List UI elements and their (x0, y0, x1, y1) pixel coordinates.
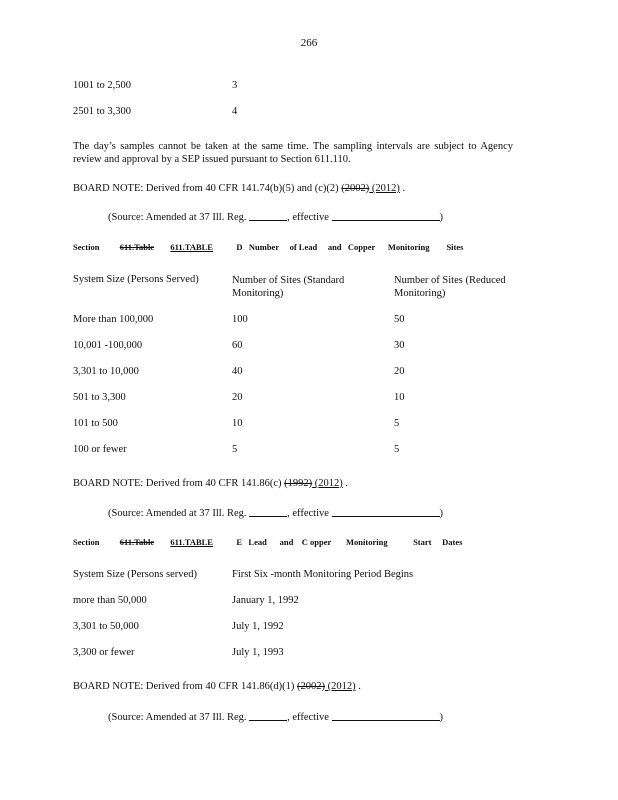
table-cell: July 1, 1993 (232, 647, 284, 658)
source-line (108, 710, 443, 723)
table-cell: 501 to 3,300 (73, 392, 126, 403)
table-cell: 3,300 or fewer (73, 647, 135, 658)
column-header: Number of Sites (Standard Monitoring) (232, 275, 345, 299)
added-table-label: 611.TABLE (170, 242, 213, 252)
section-heading (73, 537, 462, 547)
column-header: System Size (Persons served) (73, 569, 197, 580)
board-note-end: . (342, 478, 349, 489)
board-note (73, 478, 348, 489)
source-effective: , effective (287, 712, 329, 723)
deleted-year: (2002) (341, 183, 370, 194)
effective-date-blank (332, 710, 440, 721)
register-blank (249, 710, 287, 721)
source-effective: , effective (287, 508, 329, 519)
table-cell: 20 (394, 366, 405, 377)
table-cell: 5 (394, 418, 400, 429)
added-year: (2012) (369, 183, 400, 194)
source-end: ) (439, 712, 444, 723)
source-effective: , effective (287, 212, 329, 223)
table-cell: 30 (394, 340, 405, 351)
table-cell: More than 100,000 (73, 314, 154, 325)
source-prefix: (Source: Amended at 37 Ill. Reg. (108, 212, 247, 223)
table-cell: 3,301 to 10,000 (73, 366, 139, 377)
deleted-year: (2002) (296, 681, 325, 692)
deleted-table-label: 611.Table (119, 242, 155, 252)
added-year: (2012) (312, 478, 343, 489)
table-cell: 50 (394, 314, 405, 325)
sample-count: 3 (232, 80, 238, 91)
table-cell: 60 (232, 340, 243, 351)
column-header: Number of Sites (Reduced Monitoring) (394, 275, 506, 299)
added-table-label: 611.TABLE (170, 537, 213, 547)
table-cell: 10,001 -100,000 (73, 340, 143, 351)
table-cell: 100 (232, 314, 248, 325)
section-label: Section (73, 242, 100, 252)
source-line (108, 506, 443, 519)
page-number: 266 (300, 37, 318, 49)
table-cell: 5 (394, 444, 400, 455)
table-cell: 3,301 to 50,000 (73, 621, 139, 632)
column-header: System Size (Persons Served) (73, 274, 199, 285)
source-end: ) (439, 212, 444, 223)
source-prefix: (Source: Amended at 37 Ill. Reg. (108, 712, 247, 723)
table-cell: 40 (232, 366, 243, 377)
table-title: E Lead and C opper Monitoring Start Dates (236, 537, 463, 547)
register-blank (249, 210, 287, 221)
table-cell: 10 (394, 392, 405, 403)
table-cell: 101 to 500 (73, 418, 118, 429)
table-cell: 20 (232, 392, 243, 403)
table-cell: July 1, 1992 (232, 621, 284, 632)
board-note-text: BOARD NOTE: Derived from 40 CFR 141.86(d)(1) (73, 681, 297, 692)
deleted-year: (1992) (284, 478, 313, 489)
source-end: ) (439, 508, 444, 519)
board-note (73, 681, 361, 692)
source-prefix: (Source: Amended at 37 Ill. Reg. (108, 508, 247, 519)
added-year: (2012) (324, 681, 356, 692)
section-label: Section (73, 537, 100, 547)
table-cell: 100 or fewer (73, 444, 127, 455)
board-note-end: . (399, 183, 406, 194)
column-header: First Six -month Monitoring Period Begins (232, 569, 414, 580)
board-note-text: BOARD NOTE: Derived from 40 CFR 141.74(b)(5) and (c)(2) (73, 183, 342, 194)
board-note-end: . (355, 681, 361, 692)
board-note (73, 183, 405, 194)
effective-date-blank (332, 506, 440, 517)
table-cell: January 1, 1992 (232, 595, 299, 606)
table-cell: 5 (232, 444, 238, 455)
range-label: 2501 to 3,300 (73, 106, 132, 117)
source-line (108, 210, 443, 223)
board-note-text: BOARD NOTE: Derived from 40 CFR 141.86(c) (73, 478, 285, 489)
range-label: 1001 to 2,500 (73, 80, 132, 91)
table-cell: more than 50,000 (73, 595, 147, 606)
table-cell: 10 (232, 418, 243, 429)
table-title: D Number of Lead and Copper Monitoring Sites (236, 242, 464, 252)
section-heading (73, 242, 463, 252)
effective-date-blank (332, 210, 440, 221)
register-blank (249, 506, 287, 517)
sampling-paragraph: The day’s samples cannot be taken at the same time. The sampling intervals are subject to Agency review and approval by a SEP issued pursuant to Section 611.110. (73, 141, 513, 165)
deleted-table-label: 611.Table (119, 537, 155, 547)
sample-count: 4 (232, 106, 238, 117)
